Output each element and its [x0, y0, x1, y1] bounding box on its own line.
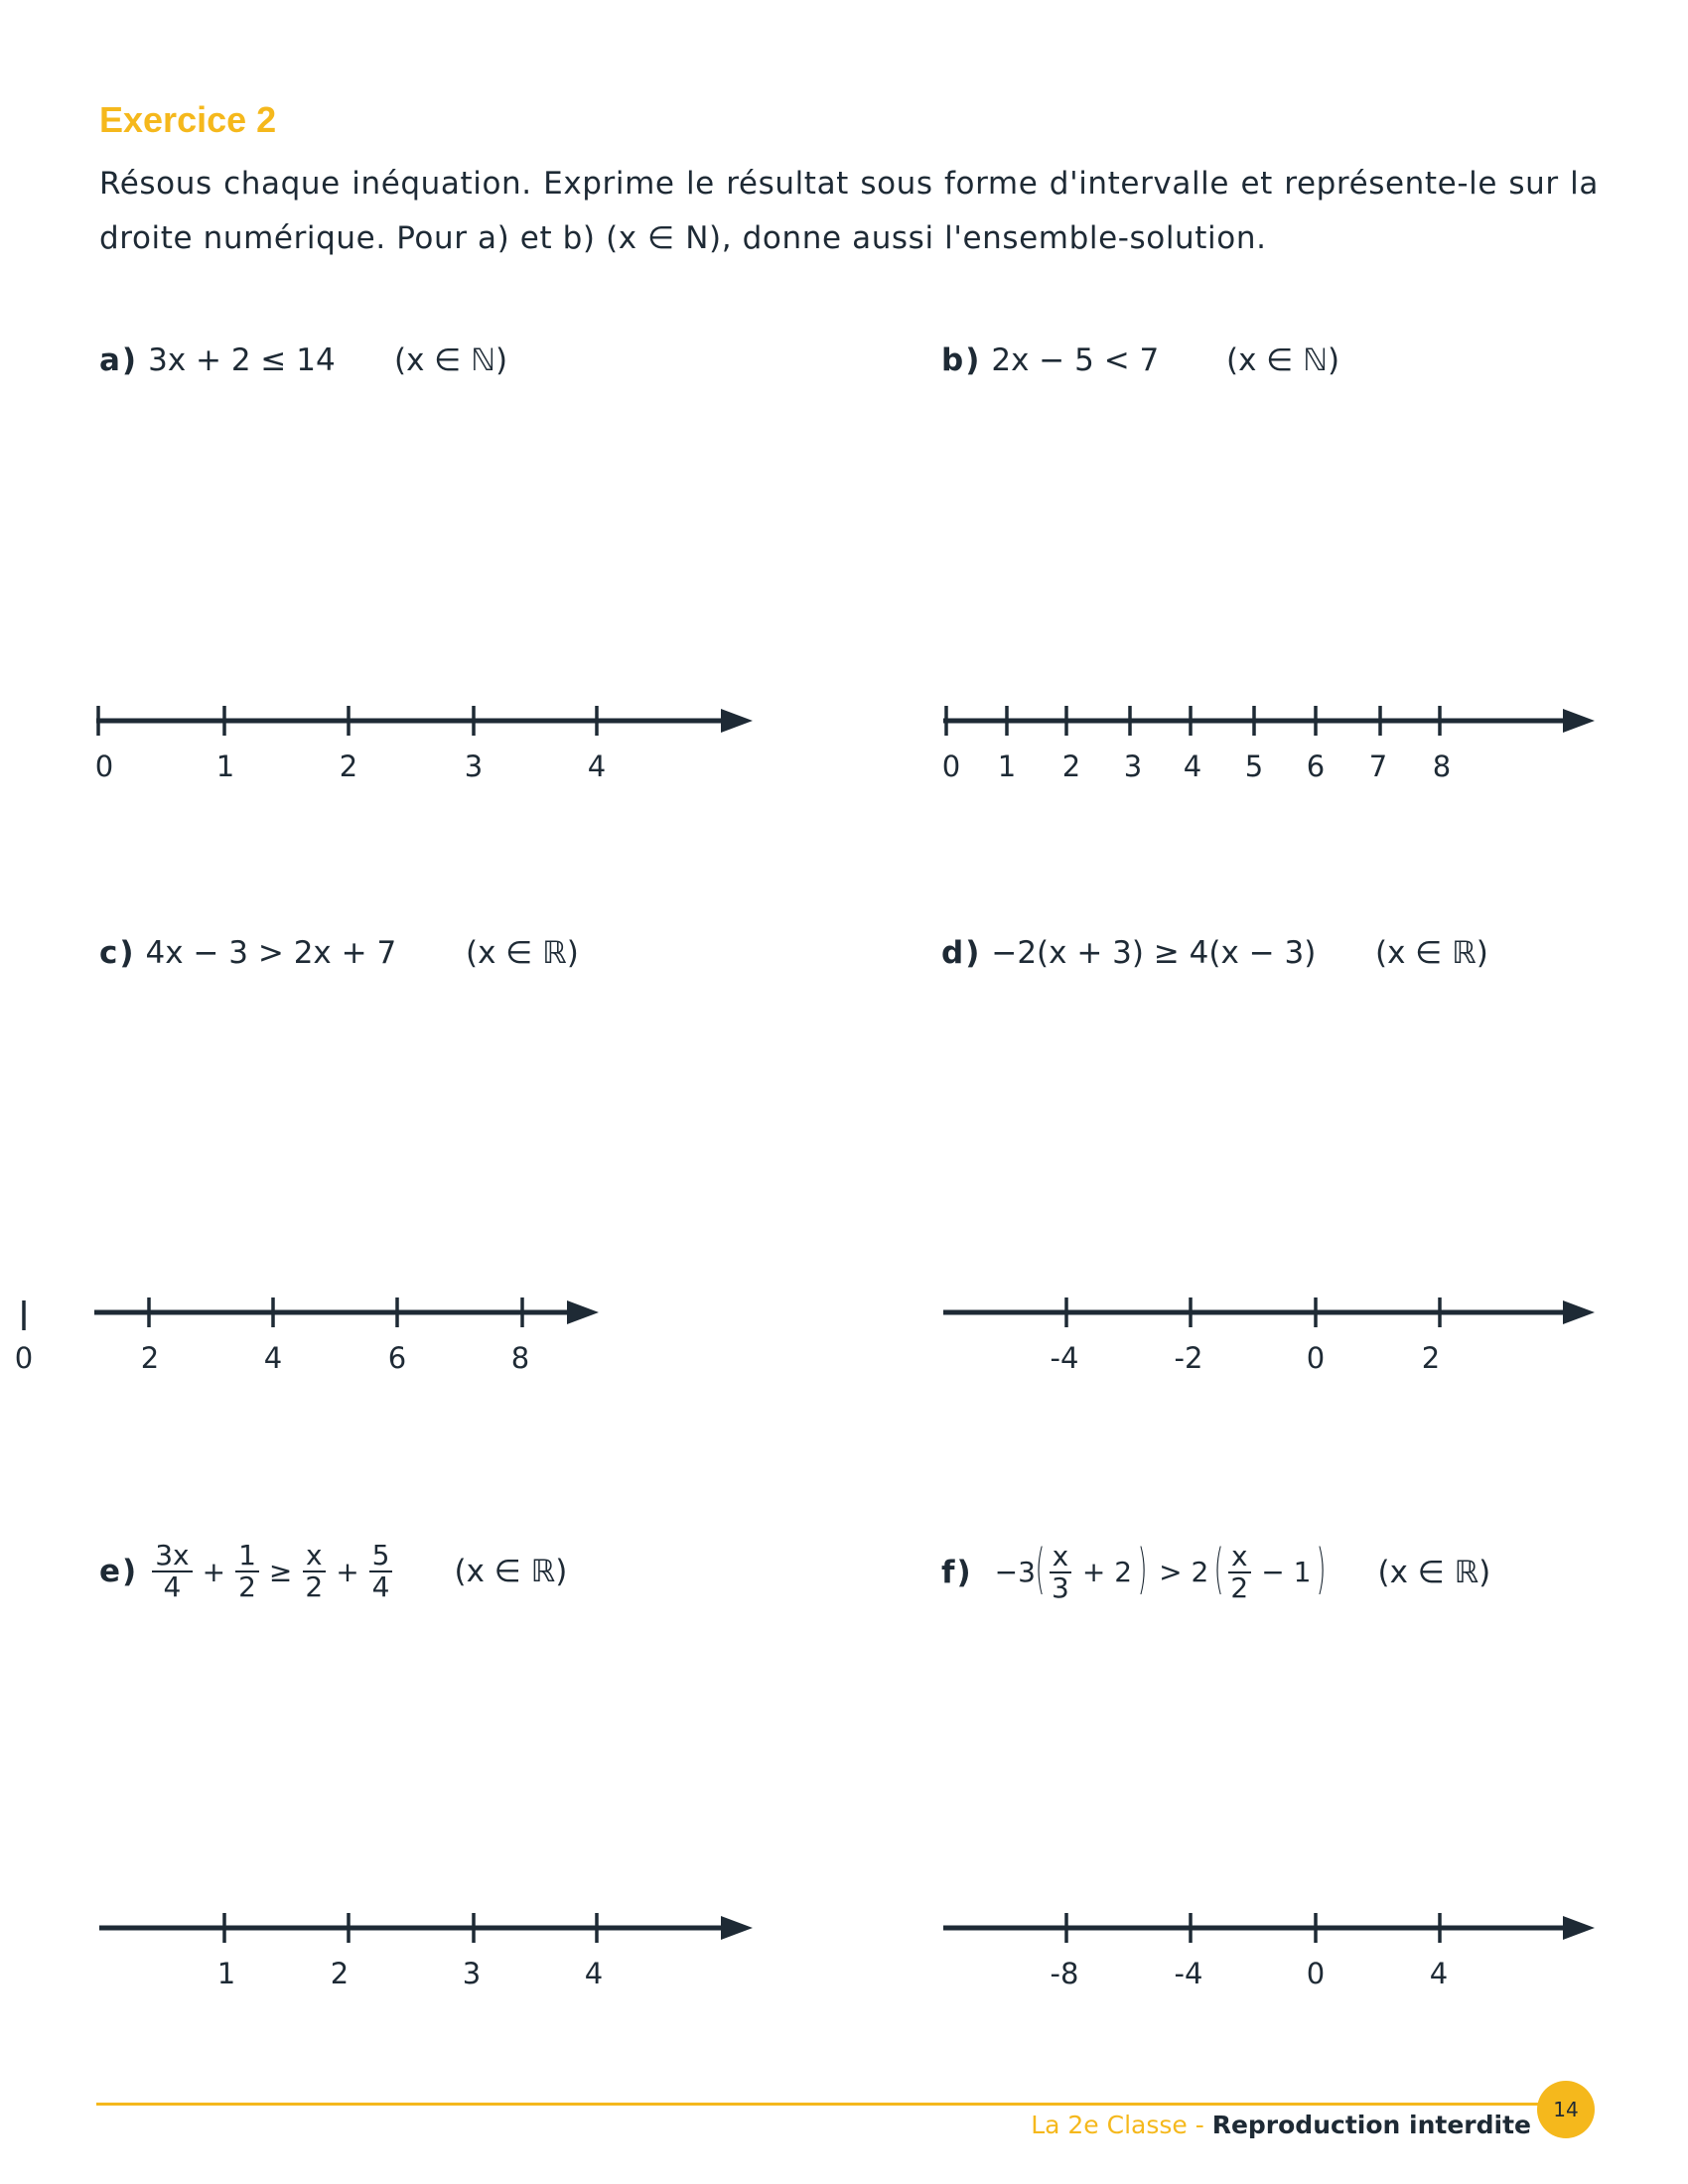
- fraction: $\frac{x}{3}$: [1049, 1542, 1072, 1603]
- tick-label: -4: [1050, 1341, 1079, 1375]
- domain-set: (x ∈ ℝ): [1375, 935, 1488, 971]
- brand-name: La 2e Classe: [1031, 2111, 1188, 2139]
- fraction: $\frac{3x}{4}$: [152, 1541, 192, 1602]
- tick-label: 4: [587, 750, 607, 783]
- tick-label: 6: [1306, 750, 1326, 783]
- domain-set: (x ∈ ℕ): [1226, 342, 1340, 378]
- right-paren: ): [1137, 1538, 1148, 1600]
- problem-expression: 3x + 2 ≤ 14: [148, 342, 336, 378]
- problem-expression: −2(x + 3) ≥ 4(x − 3): [991, 935, 1317, 971]
- tick-label: 4: [263, 1341, 283, 1375]
- exercise-title: Exercice 2: [99, 99, 277, 140]
- arrow-head: [1563, 709, 1595, 733]
- tick-label: 1: [997, 750, 1017, 783]
- footer: [1031, 2111, 1531, 2139]
- tick-label: 4: [1429, 1957, 1449, 1990]
- arrow-head: [567, 1300, 599, 1324]
- instructions: Résous chaque inéquation. Exprime le résultat sous forme d'intervalle et représente-le sur la droite numérique. Pour a) et b) (x ∈ N), donne aussi l'ensemble-solution.: [99, 166, 1599, 256]
- footer-separator: -: [1187, 2111, 1212, 2139]
- fraction: $\frac{1}{2}$: [235, 1541, 259, 1602]
- tick-label: 4: [584, 1957, 604, 1990]
- term: − 1: [1261, 1556, 1312, 1588]
- problem-label: f): [941, 1554, 973, 1590]
- left-paren: (: [1214, 1538, 1224, 1600]
- fraction: $\frac{x}{2}$: [302, 1541, 326, 1602]
- arrow-head: [1563, 1916, 1595, 1940]
- tick-label: 3: [1123, 750, 1143, 783]
- domain-set: (x ∈ ℝ): [466, 935, 579, 971]
- problem-expression: 4x − 3 > 2x + 7: [145, 935, 397, 971]
- page-number: 14: [1537, 2081, 1595, 2138]
- footer-rule: [96, 2103, 1541, 2106]
- tick-label: 4: [1183, 750, 1202, 783]
- fraction: $\frac{5}{4}$: [369, 1541, 393, 1602]
- problem-label: d): [941, 935, 982, 971]
- fraction: $\frac{x}{2}$: [1227, 1542, 1251, 1603]
- arrow-head: [721, 709, 753, 733]
- tick-label: 2: [330, 1957, 350, 1990]
- right-paren: ): [1317, 1538, 1327, 1600]
- arrow-head: [721, 1916, 753, 1940]
- tick-label: 2: [140, 1341, 160, 1375]
- tick-label: 8: [1432, 750, 1452, 783]
- tick-label: 0: [1306, 1341, 1326, 1375]
- tick-label: 3: [462, 1957, 482, 1990]
- tick-label: -4: [1174, 1957, 1203, 1990]
- number-line-d: [943, 1297, 1595, 1375]
- number-line-a: [95, 706, 753, 783]
- tick-label: 6: [387, 1341, 407, 1375]
- number-line-e: [99, 1913, 753, 1990]
- coefficient: −3: [994, 1556, 1036, 1588]
- tick-label: 2: [1061, 750, 1081, 783]
- number-line-f: [943, 1913, 1595, 1990]
- tick-label: 1: [216, 1957, 236, 1990]
- domain-set: (x ∈ ℕ): [394, 342, 508, 378]
- comparison: > 2: [1159, 1556, 1209, 1588]
- operator: +: [336, 1555, 359, 1588]
- tick-label: 3: [464, 750, 484, 783]
- operator: +: [202, 1555, 226, 1588]
- operator: ≥: [268, 1555, 293, 1588]
- tick-label: 8: [510, 1341, 530, 1375]
- tick-label: 0: [1306, 1957, 1326, 1990]
- tick-label: -2: [1174, 1341, 1203, 1375]
- problem-label: e): [99, 1554, 139, 1589]
- tick-label: 7: [1368, 750, 1388, 783]
- tick-label: 5: [1244, 750, 1264, 783]
- stray-tick-label: 0: [14, 1341, 34, 1375]
- problem-label: b): [941, 342, 982, 378]
- domain-set: (x ∈ ℝ): [1377, 1554, 1491, 1590]
- arrow-head: [1563, 1300, 1595, 1324]
- tick-label: 0: [94, 750, 114, 783]
- left-paren: (: [1035, 1538, 1046, 1600]
- problem-label: a): [99, 342, 139, 378]
- number-line-c: [15, 1297, 599, 1375]
- number-line-b: [942, 706, 1595, 783]
- problem-expression: 2x − 5 < 7: [991, 342, 1160, 378]
- tick-label: 1: [215, 750, 235, 783]
- copyright-notice: Reproduction interdite: [1211, 2111, 1531, 2139]
- domain-set: (x ∈ ℝ): [454, 1554, 568, 1589]
- term: + 2: [1081, 1556, 1133, 1588]
- problem-label: c): [99, 935, 136, 971]
- tick-label: 2: [1421, 1341, 1441, 1375]
- tick-label: -8: [1050, 1957, 1079, 1990]
- tick-label: 0: [941, 750, 961, 783]
- tick-label: 2: [339, 750, 358, 783]
